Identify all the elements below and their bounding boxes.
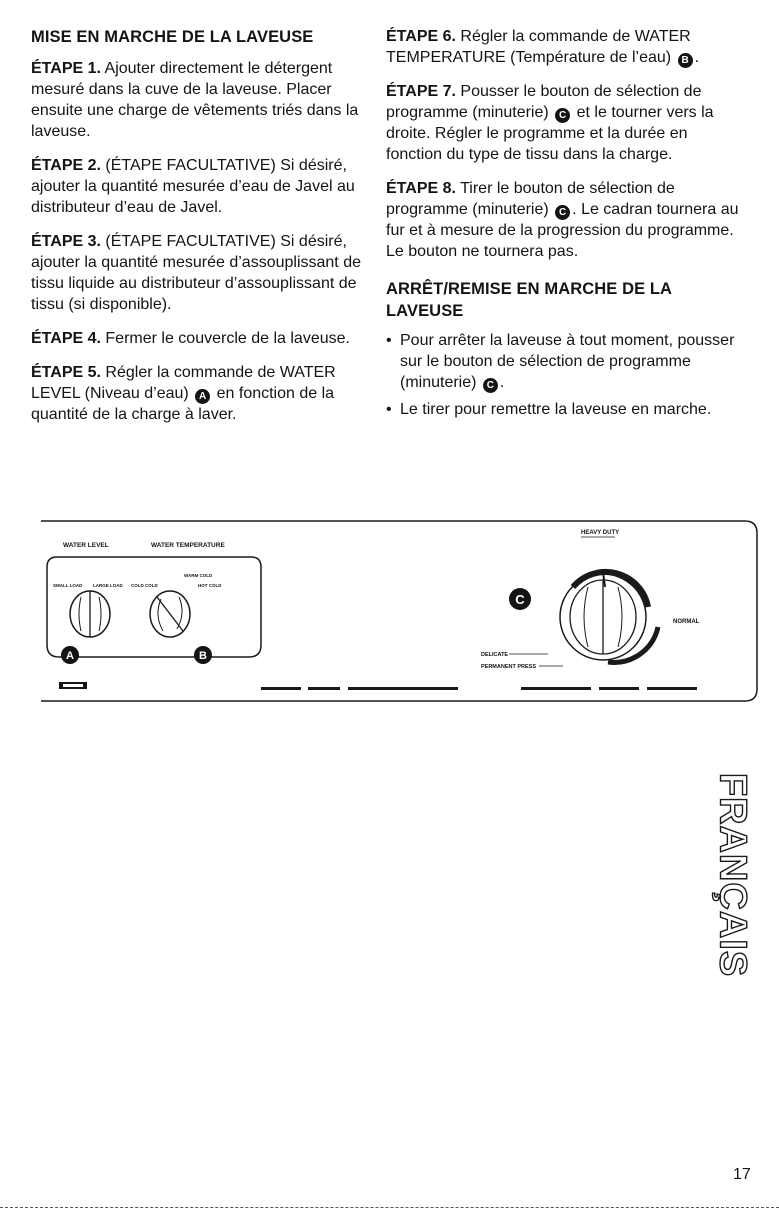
step-2: [31, 155, 363, 218]
step-text-after: en fonction de la quantité de la charge à laver.: [31, 385, 335, 423]
section-title-stop-restart: ARRÊT/REMISE EN MARCHE DE LA LAVEUSE: [386, 280, 672, 320]
step-text: (ÉTAPE FACULTATIVE) Si désiré, ajouter la quantité mesurée d’eau de Javel au distributeur d’eau de Javel.: [31, 157, 355, 216]
step-text: (ÉTAPE FACULTATIVE) Si désiré, ajouter la quantité mesurée d’assouplissant de tissu liquide au distributeur d’assouplissant de tissu (si disponible).: [31, 233, 361, 313]
step-label: ÉTAPE 2.: [31, 157, 101, 174]
step-text-after: et le tourner vers la droite. Régler le programme et la durée en fonction du type de tissu dans la charge.: [386, 104, 714, 163]
step-label: ÉTAPE 5.: [31, 364, 101, 381]
step-4: [31, 328, 363, 349]
heavy-duty-label: HEAVY DUTY: [581, 530, 620, 536]
bullet-list: [386, 330, 746, 420]
step-8: [386, 178, 746, 262]
left-column: [31, 26, 363, 425]
step-text: Ajouter directement le détergent mesuré dans la cuve de la laveuse. Placer ensuite une charge de vêtements triés dans la laveuse.: [31, 60, 359, 140]
warm-cold-label: WARM COLD: [184, 573, 213, 578]
permanent-press-label: PERMANENT PRESS: [481, 664, 537, 670]
water-temperature-label: WATER TEMPERATURE: [151, 542, 225, 549]
badge-a-icon: [61, 646, 79, 664]
page-number: 17: [733, 1166, 751, 1183]
bullet-text-after: .: [499, 374, 505, 391]
step-label: ÉTAPE 3.: [31, 233, 101, 250]
badge-b-letter: B: [199, 650, 207, 662]
step-7: [386, 81, 746, 165]
right-column: [386, 26, 746, 426]
step-text-after: . Le cadran tournera au fur et à mesure de la progression du programme. Le bouton ne tournera pas.: [386, 201, 739, 260]
badge-c-icon: C: [483, 378, 498, 393]
badge-b-icon: B: [678, 53, 693, 68]
step-text: Fermer le couvercle de la laveuse.: [105, 330, 350, 347]
step-text: Régler la commande de WATER TEMPERATURE (Température de l’eau): [386, 28, 691, 66]
timer-dial: [560, 572, 658, 663]
cold-cold-label: COLD COLD: [131, 583, 158, 588]
step-6: [386, 26, 746, 68]
fine-print-strip: [261, 687, 697, 690]
section-title-start: MISE EN MARCHE DE LA LAVEUSE: [31, 28, 314, 46]
control-panel-drawing: [33, 517, 763, 705]
bullet-text: Le tirer pour remettre la laveuse en marche.: [400, 401, 712, 418]
badge-a-icon: A: [195, 389, 210, 404]
water-level-label: WATER LEVEL: [63, 542, 109, 549]
bullet-item: [386, 330, 746, 393]
hot-cold-label: HOT COLD: [198, 583, 222, 588]
console-outline: [41, 521, 757, 701]
step-5: [31, 362, 363, 425]
small-load-label: SMALL LOAD: [53, 583, 83, 588]
badge-c-letter: C: [515, 592, 525, 607]
badge-c-icon: C: [555, 108, 570, 123]
side-language-tab: [711, 772, 754, 978]
footer-rule: [0, 1207, 779, 1208]
side-language-label: FRANÇAIS: [711, 772, 754, 978]
step-1: [31, 58, 363, 142]
normal-label: NORMAL: [673, 619, 700, 625]
bullet-item: [386, 399, 746, 420]
badge-c-icon: [509, 588, 531, 610]
badge-a-letter: A: [66, 650, 74, 662]
step-label: ÉTAPE 6.: [386, 28, 456, 45]
washer-control-panel-illustration: [33, 517, 763, 705]
step-3: [31, 231, 363, 315]
step-label: ÉTAPE 4.: [31, 330, 101, 347]
step-text-after: .: [694, 49, 700, 66]
water-level-knob: [70, 591, 110, 637]
large-load-label: LARGE LOAD: [93, 583, 123, 588]
water-temperature-knob: [150, 591, 190, 637]
brand-logo-icon: [59, 682, 87, 689]
step-text: Tirer le bouton de sélection de programme (minuterie): [386, 180, 675, 218]
badge-c-icon: C: [555, 205, 570, 220]
badge-b-icon: [194, 646, 212, 664]
step-label: ÉTAPE 7.: [386, 83, 456, 100]
step-text: Régler la commande de WATER LEVEL (Niveau d’eau): [31, 364, 336, 402]
bullet-text: Pour arrêter la laveuse à tout moment, pousser sur le bouton de sélection de programme (minuterie): [400, 332, 735, 391]
step-text: Pousser le bouton de sélection de programme (minuterie): [386, 83, 702, 121]
step-label: ÉTAPE 8.: [386, 180, 456, 197]
step-label: ÉTAPE 1.: [31, 60, 101, 77]
delicate-label: DELICATE: [481, 652, 509, 658]
